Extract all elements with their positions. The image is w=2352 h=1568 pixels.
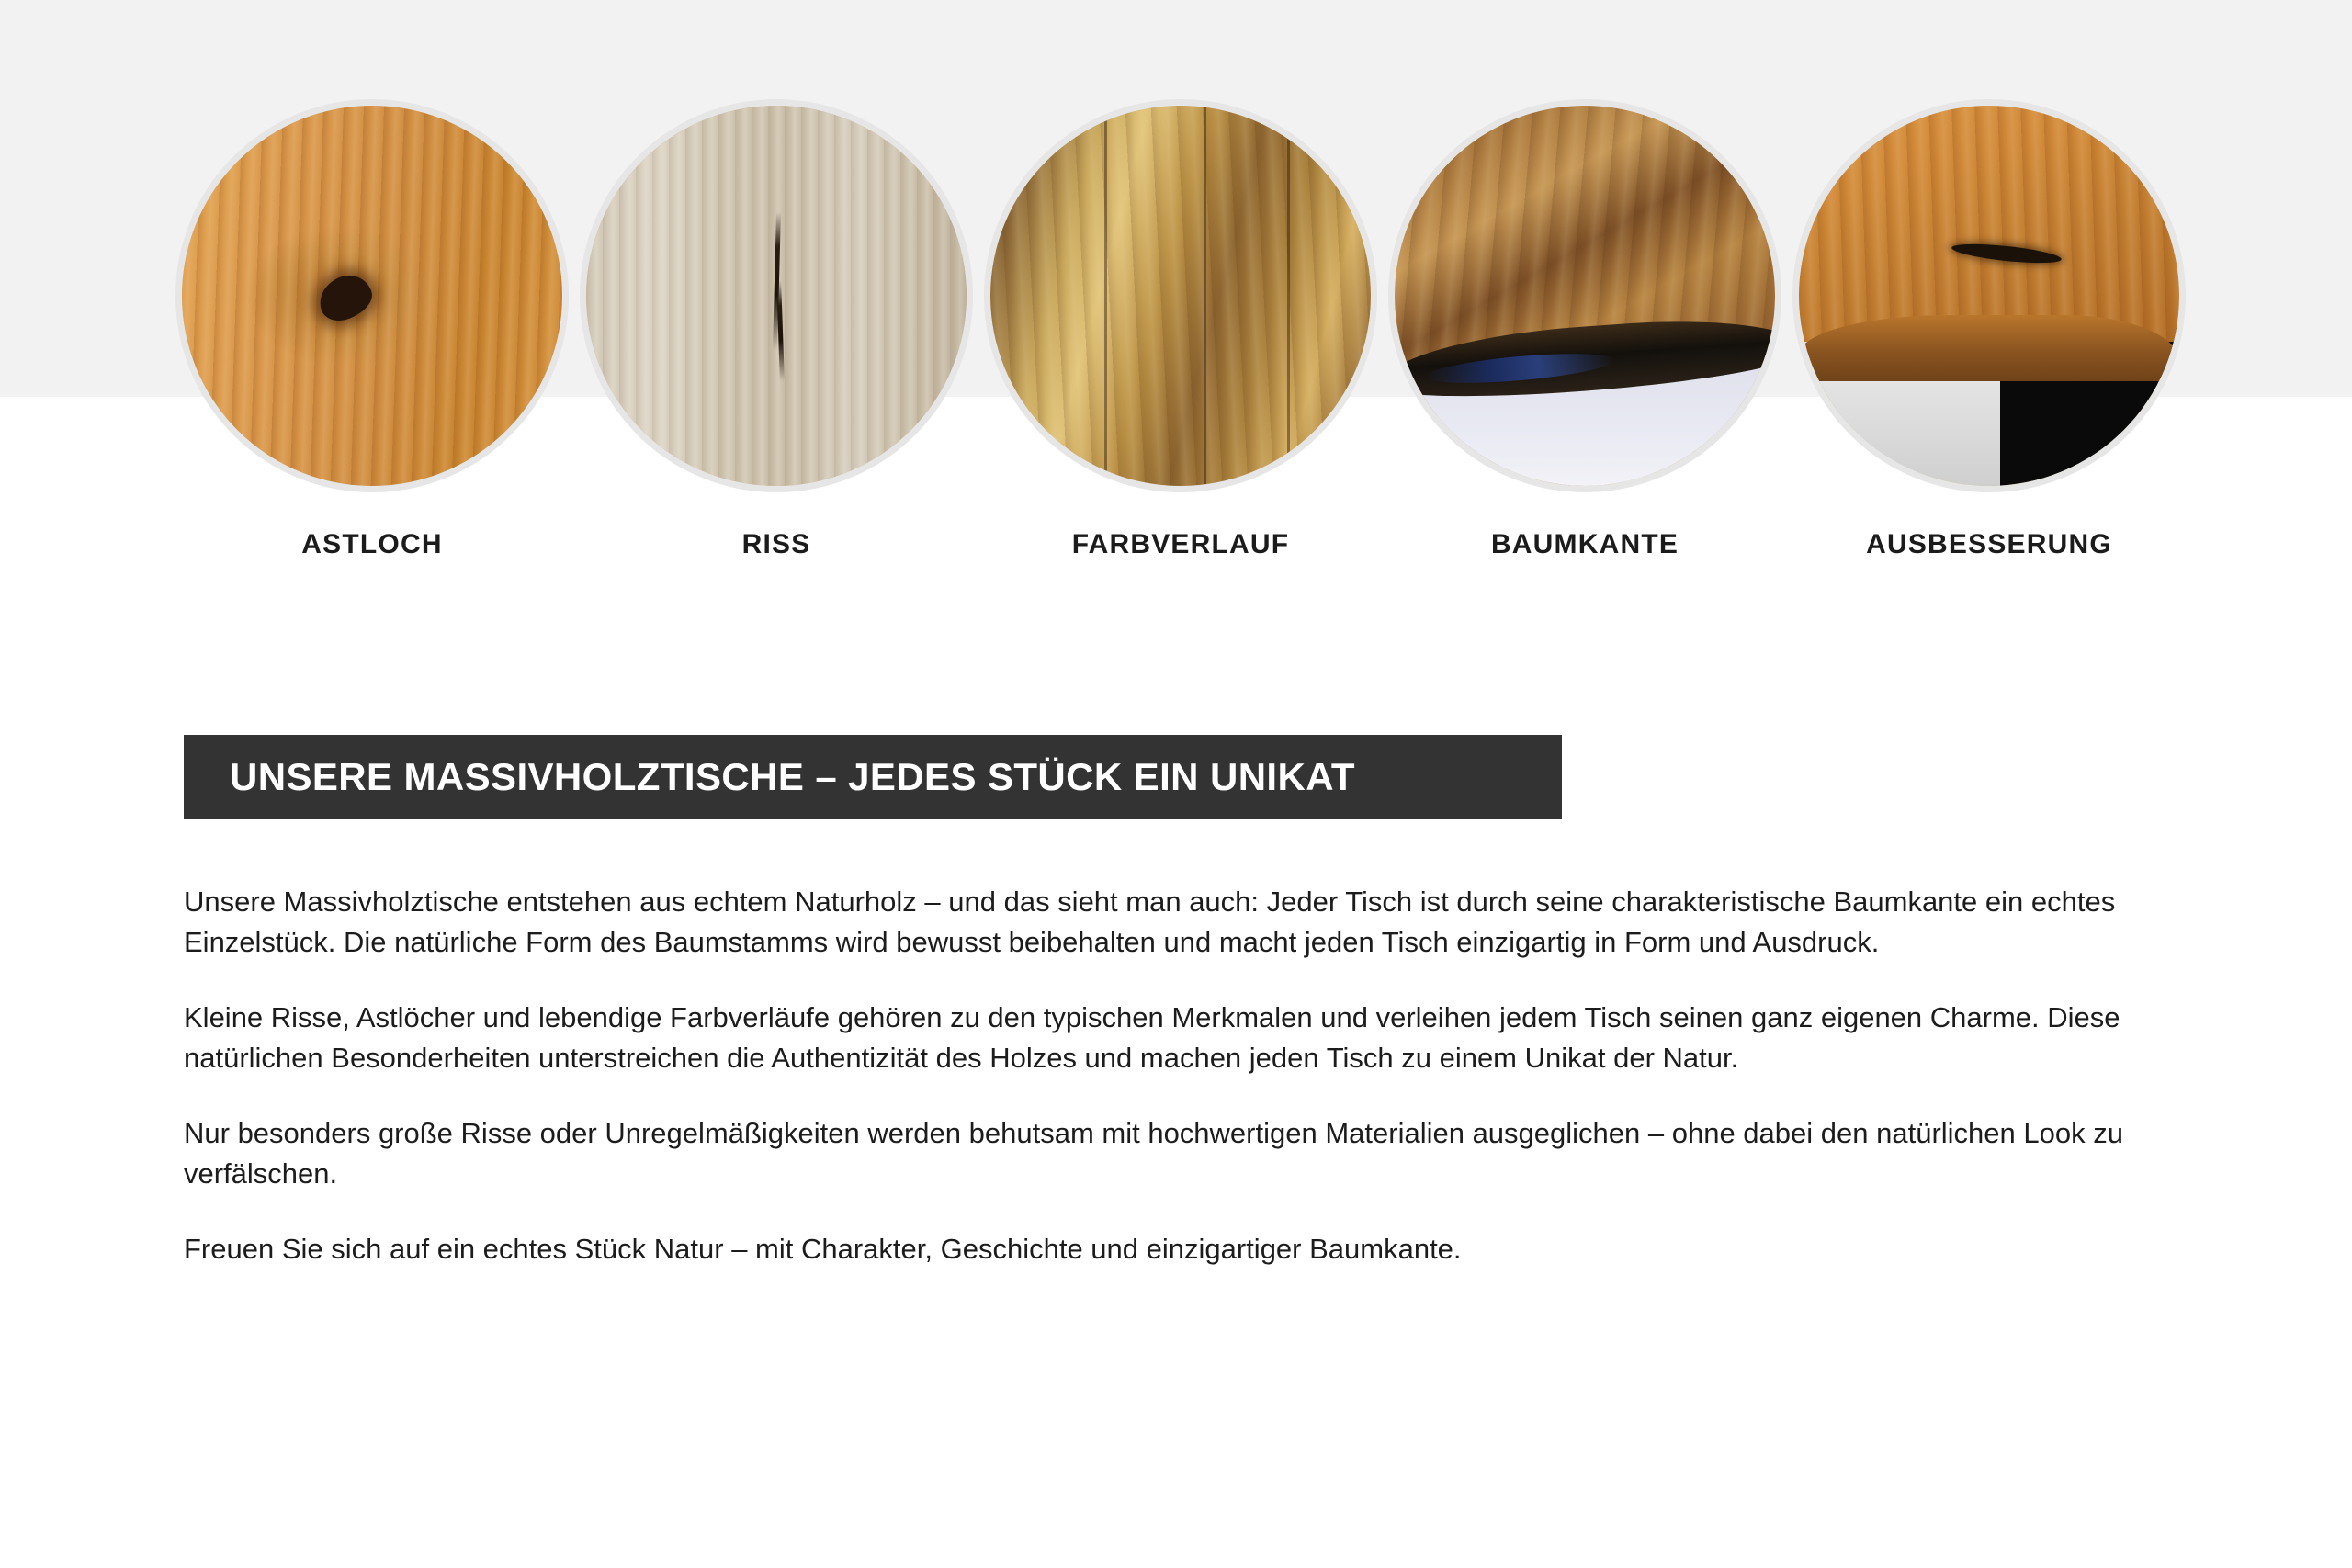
- table-edge: [1799, 315, 2179, 381]
- body-paragraph-4: Freuen Sie sich auf ein echtes Stück Natur – mit Charakter, Geschichte und einzigartiger Baumkante.: [184, 1233, 1462, 1266]
- body-paragraph-2: Kleine Risse, Astlöcher und lebendige Farbverläufe gehören zu den typischen Merkmalen und verleihen jedem Tisch seinen ganz eigenen Charme. Diese natürlichen Besonderheiten unterstreichen die Authentizität des Holzes und machen jeden Tisch zu einem Unikat der Natur.: [184, 1001, 2120, 1075]
- feature-item-astloch: [170, 99, 574, 560]
- feature-item-farbverlauf: [978, 99, 1383, 560]
- wood-texture: [1799, 106, 2179, 342]
- plank-seam: [1104, 106, 1107, 486]
- feature-item-riss: [574, 99, 978, 560]
- wood-texture: [990, 106, 1371, 486]
- feature-circle-row: [170, 99, 2191, 560]
- feature-item-ausbesserung: [1787, 99, 2191, 560]
- wood-repair-photo-icon: [1792, 99, 2186, 492]
- circle-image-clip: [586, 106, 967, 486]
- plank-seam: [1287, 106, 1290, 486]
- body-paragraph-1: Unsere Massivholztische entstehen aus echtem Naturholz – und das sieht man auch: Jeder Tisch ist durch seine charakteristische Baumkante ein echtes Einzelstück. Die natürliche Form des Baumstamms wird bewusst beibehalten und macht jeden Tisch einzigartig in Form und Ausdruck.: [184, 886, 2116, 959]
- circle-image-clip: [1395, 106, 1775, 486]
- wood-live-edge-photo-icon: [1388, 99, 1781, 492]
- circle-image-clip: [1799, 106, 2179, 486]
- plank-seam: [1204, 106, 1206, 486]
- wood-knot-photo-icon: [175, 99, 569, 492]
- feature-label: ASTLOCH: [301, 529, 443, 559]
- wood-crack-photo-icon: [580, 99, 973, 492]
- body-paragraph-3: Nur besonders große Risse oder Unregelmäßigkeiten werden behutsam mit hochwertigen Materialien ausgeglichen – ohne dabei den natürlichen Look zu verfälschen.: [184, 1117, 2123, 1190]
- body-copy: [184, 882, 2177, 1269]
- circle-image-clip: [990, 106, 1371, 486]
- headline-bar: [184, 735, 1562, 819]
- feature-label: BAUMKANTE: [1490, 529, 1679, 559]
- feature-label: RISS: [741, 529, 811, 559]
- page-title: UNSERE MASSIVHOLZTISCHE – JEDES STÜCK EIN UNIKAT: [230, 755, 1355, 798]
- feature-label: AUSBESSERUNG: [1866, 529, 2112, 559]
- feature-item-baumkante: [1383, 99, 1787, 560]
- circle-image-clip: [182, 106, 562, 486]
- wood-color-gradient-photo-icon: [984, 99, 1377, 492]
- feature-label: FARBVERLAUF: [1071, 529, 1290, 559]
